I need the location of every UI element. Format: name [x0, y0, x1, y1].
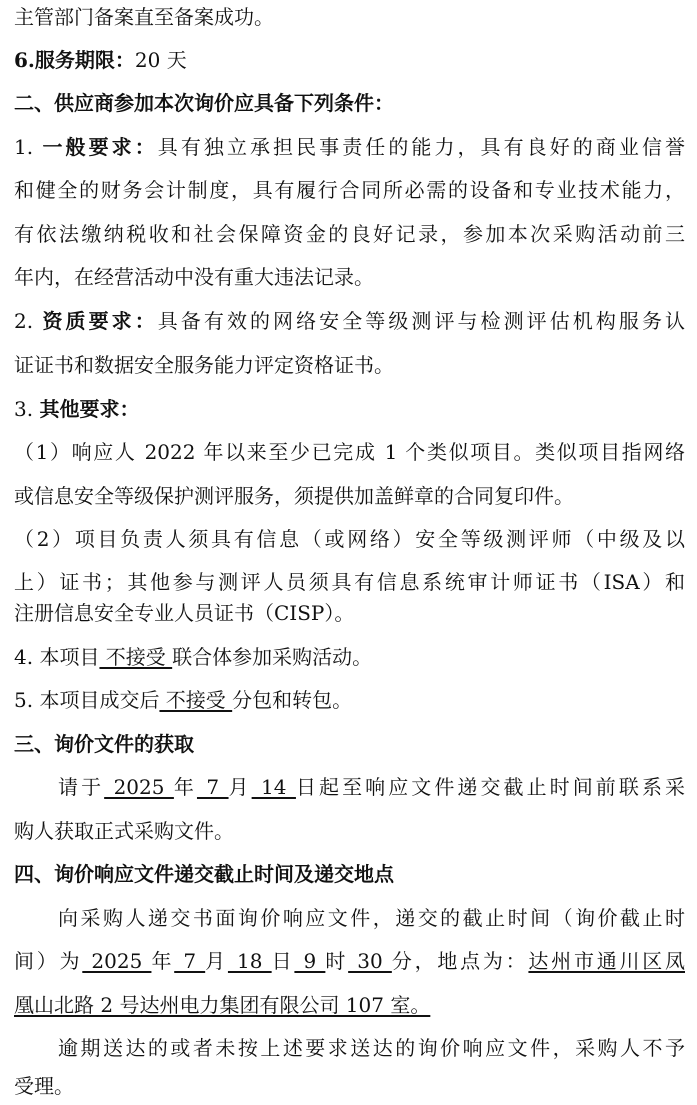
- text-span: 年: [173, 775, 197, 799]
- service-period-value: 20 天: [134, 48, 187, 72]
- text-line: （1）响应人 2022 年以来至少已完成 1 个类似项目。类似项目指网络: [14, 440, 685, 464]
- subcontract-suffix: 分包和转包。: [232, 688, 353, 712]
- text-span: 间）为: [14, 949, 83, 973]
- address-line: [14, 990, 685, 1020]
- other-requirements-line: [14, 394, 685, 424]
- consortium-prefix: 4. 本项目: [14, 645, 100, 669]
- date-month: 7: [196, 775, 229, 799]
- section-heading-3: 三、询价文件的获取: [14, 732, 194, 756]
- consortium-suffix: 联合体参加采购活动。: [172, 645, 373, 669]
- consortium-line: [14, 642, 685, 672]
- general-requirements-line: [14, 132, 685, 162]
- text-span: 日起至响应文件递交截止时间前联系采: [295, 775, 685, 799]
- consortium-value: 不接受: [99, 645, 173, 669]
- delivery-address: 达州市通川区凤: [528, 949, 685, 973]
- text-line: 或信息安全等级保护测评服务，须提供加盖鲜章的合同复印件。: [14, 484, 574, 508]
- text-line: 向采购人递交书面询价响应文件，递交的截止时间（询价截止时: [58, 906, 685, 930]
- qualification-requirements-line: [14, 306, 685, 336]
- deadline-line: [14, 946, 685, 976]
- general-requirements-text: 具有独立承担民事责任的能力，具有良好的商业信誉: [157, 135, 685, 159]
- acquisition-date-line: [58, 772, 685, 802]
- general-requirements-label: 一般要求：: [42, 135, 158, 159]
- text-line: 上）证书；其他参与测评人员须具有信息系统审计师证书（ISA）和: [14, 570, 685, 594]
- deadline-minute: 30: [348, 949, 392, 973]
- text-span: 时: [325, 949, 349, 973]
- text-line: 年内，在经营活动中没有重大违法记录。: [14, 265, 374, 289]
- deadline-hour: 9: [294, 949, 326, 973]
- text-span: 分，地点为：: [391, 949, 529, 973]
- date-year: 2025: [104, 775, 174, 799]
- item-number: 2.: [14, 309, 43, 333]
- service-period-line: [14, 45, 685, 75]
- deadline-day: 18: [227, 949, 272, 973]
- text-line: 主管部门备案直至备案成功。: [14, 5, 274, 29]
- deadline-year: 2025: [82, 949, 152, 973]
- text-span: 日: [271, 949, 295, 973]
- item-number: 3.: [14, 397, 40, 421]
- delivery-address-cont: 凰山北路 2 号达州电力集团有限公司 107 室。: [14, 993, 431, 1017]
- text-line: 和健全的财务会计制度，具有履行合同所必需的设备和专业技术能力，: [14, 178, 685, 202]
- other-requirements-label: 其他要求：: [39, 397, 140, 421]
- text-line: （2）项目负责人须具有信息（或网络）安全等级测评师（中级及以: [14, 527, 685, 551]
- item-number: 1.: [14, 135, 43, 159]
- section-heading-4: 四、询价响应文件递交截止时间及递交地点: [14, 862, 394, 886]
- subcontract-line: [14, 685, 685, 715]
- subcontract-prefix: 5. 本项目成交后: [14, 688, 160, 712]
- text-span: 月: [228, 775, 252, 799]
- subcontract-value: 不接受: [159, 688, 233, 712]
- qualification-requirements-label: 资质要求：: [42, 309, 158, 333]
- text-line: 受理。: [14, 1074, 74, 1098]
- text-line: 证证书和数据安全服务能力评定资格证书。: [14, 353, 394, 377]
- section-heading-2: 二、供应商参加本次询价应具备下列条件：: [14, 91, 394, 115]
- text-span: 年: [151, 949, 175, 973]
- text-line: 有依法缴纳税收和社会保障资金的良好记录，参加本次采购活动前三: [14, 222, 685, 246]
- qualification-requirements-text: 具备有效的网络安全等级测评与检测评估机构服务认: [157, 309, 685, 333]
- deadline-month: 7: [174, 949, 206, 973]
- text-line: 购人获取正式采购文件。: [14, 819, 234, 843]
- text-span: 月: [205, 949, 228, 973]
- service-period-label: 6.服务期限：: [14, 48, 135, 72]
- text-line: 逾期送达的或者未按上述要求送达的询价响应文件，采购人不予: [58, 1036, 685, 1060]
- date-day: 14: [251, 775, 296, 799]
- text-span: 请于: [58, 775, 105, 799]
- text-line: 注册信息安全专业人员证书（CISP）。: [14, 601, 355, 625]
